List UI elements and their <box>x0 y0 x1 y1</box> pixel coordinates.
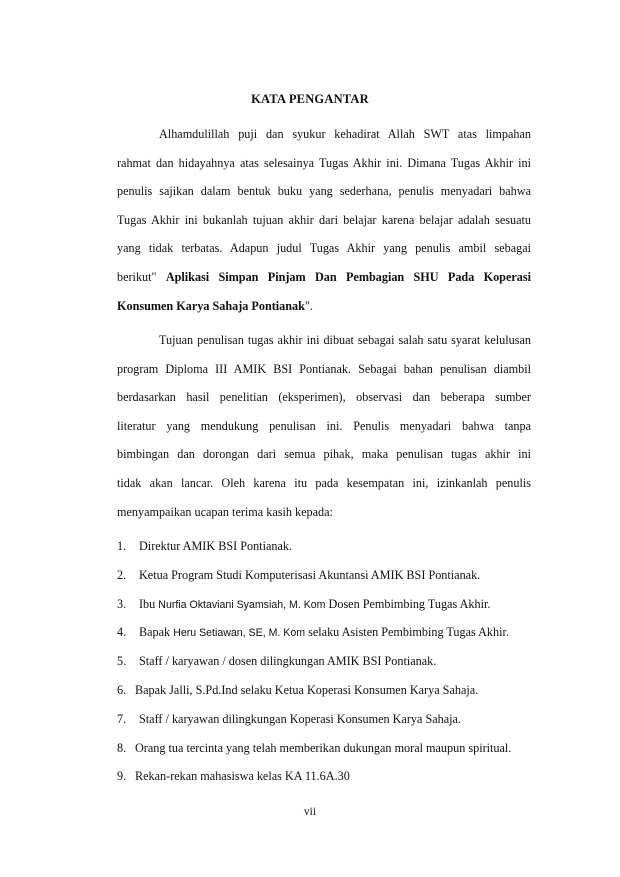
paragraph-line: Tugas Akhir ini bukanlah tujuan akhir dari belajar karena belajar adalah sesuatu <box>117 212 531 227</box>
list-item <box>117 734 537 763</box>
paragraph-purpose <box>117 326 531 526</box>
list-item-text: Staff / karyawan / dosen dilingkungan AMIK BSI Pontianak. <box>139 654 437 669</box>
paragraph-line: program Diploma III AMIK BSI Pontianak. Sebagai bahan penulisan diambil <box>117 361 531 376</box>
paragraph-line: bimbingan dan dorongan dari semua pihak, maka penulisan tugas akhir ini <box>117 447 531 462</box>
paragraph-line: literatur yang mendukung penulisan ini. Penulis menyadari bahwa tanpa <box>117 418 531 433</box>
paragraph-line: Alhamdulillah puji dan syukur kehadirat Allah SWT atas limpahan <box>159 127 531 141</box>
title-quote-open: berikut" <box>117 269 157 284</box>
page-number: vii <box>303 806 317 818</box>
list-item-text: selaku Asisten Pembimbing Tugas Akhir. <box>305 625 509 640</box>
list-item-number: 5. <box>117 654 127 669</box>
paragraph-line: penulis sajikan dalam bentuk buku yang sederhana, penulis menyadari bahwa <box>117 184 531 199</box>
list-item <box>117 676 537 705</box>
thesis-title-part1: Aplikasi Simpan Pinjam Dan Pembagian SHU Pada Koperasi <box>165 269 531 284</box>
list-item-number: 9. <box>117 769 127 784</box>
list-item-number: 7. <box>117 711 127 726</box>
list-item-text: Rekan-rekan mahasiswa kelas KA 11.6A.30 <box>135 769 350 784</box>
paragraph-line: tidak akan lancar. Oleh karena itu pada kesempatan ini, izinkanlah penulis <box>117 475 531 490</box>
list-item-text: Ketua Program Studi Komputerisasi Akuntansi AMIK BSI Pontianak. <box>139 567 481 582</box>
list-item-number: 3. <box>117 596 127 611</box>
list-item-number: 1. <box>117 539 127 553</box>
list-item-number: 2. <box>117 567 127 582</box>
list-item <box>117 561 537 590</box>
list-item <box>117 647 537 676</box>
list-item-text: Dosen Pembimbing Tugas Akhir. <box>325 596 491 611</box>
page-title: KATA PENGANTAR <box>251 92 369 106</box>
paragraph-line: menyampaikan ucapan terima kasih kepada: <box>117 504 333 519</box>
list-item-prefix: Bapak <box>139 625 174 640</box>
list-item <box>117 705 537 734</box>
assistant-supervisor-name: Heru Setiawan, SE, M. Kom <box>173 627 306 640</box>
paragraph-line: yang tidak terbatas. Adapun judul Tugas Akhir yang penulis ambil sebagai <box>117 241 531 256</box>
list-item-number: 4. <box>117 625 127 640</box>
list-item-text: Orang tua tercinta yang telah memberikan dukungan moral maupun spiritual. <box>135 740 512 755</box>
list-item <box>117 532 537 561</box>
paragraph-line <box>117 292 531 321</box>
supervisor-name: Nurfia Oktaviani Syamsiah, M. Kom <box>158 598 326 611</box>
list-item-number: 6. <box>117 682 127 697</box>
paragraph-line: rahmat dan hidayahnya atas selesainya Tugas Akhir ini. Dimana Tugas Akhir ini <box>117 155 531 170</box>
list-item-text: Direktur AMIK BSI Pontianak. <box>139 539 293 553</box>
list-item <box>117 590 537 619</box>
list-item-text: Bapak Jalli, S.Pd.Ind selaku Ketua Koperasi Konsumen Karya Sahaja. <box>135 682 479 697</box>
paragraph-intro <box>117 120 531 320</box>
list-item-number: 8. <box>117 740 127 755</box>
thesis-title-part2: Konsumen Karya Sahaja Pontianak <box>117 298 305 313</box>
list-item-prefix: Ibu <box>139 596 159 611</box>
paragraph-line: Tujuan penulisan tugas akhir ini dibuat sebagai salah satu syarat kelulusan <box>159 333 531 347</box>
list-item <box>117 762 537 791</box>
paragraph-line <box>117 263 531 292</box>
acknowledgement-list <box>117 532 537 791</box>
paragraph-line: berdasarkan hasil penelitian (eksperimen), observasi dan beberapa sumber <box>117 390 531 405</box>
list-item <box>117 618 537 647</box>
list-item-text: Staff / karyawan dilingkungan Koperasi Konsumen Karya Sahaja. <box>139 711 461 726</box>
title-quote-close: ". <box>304 298 313 313</box>
